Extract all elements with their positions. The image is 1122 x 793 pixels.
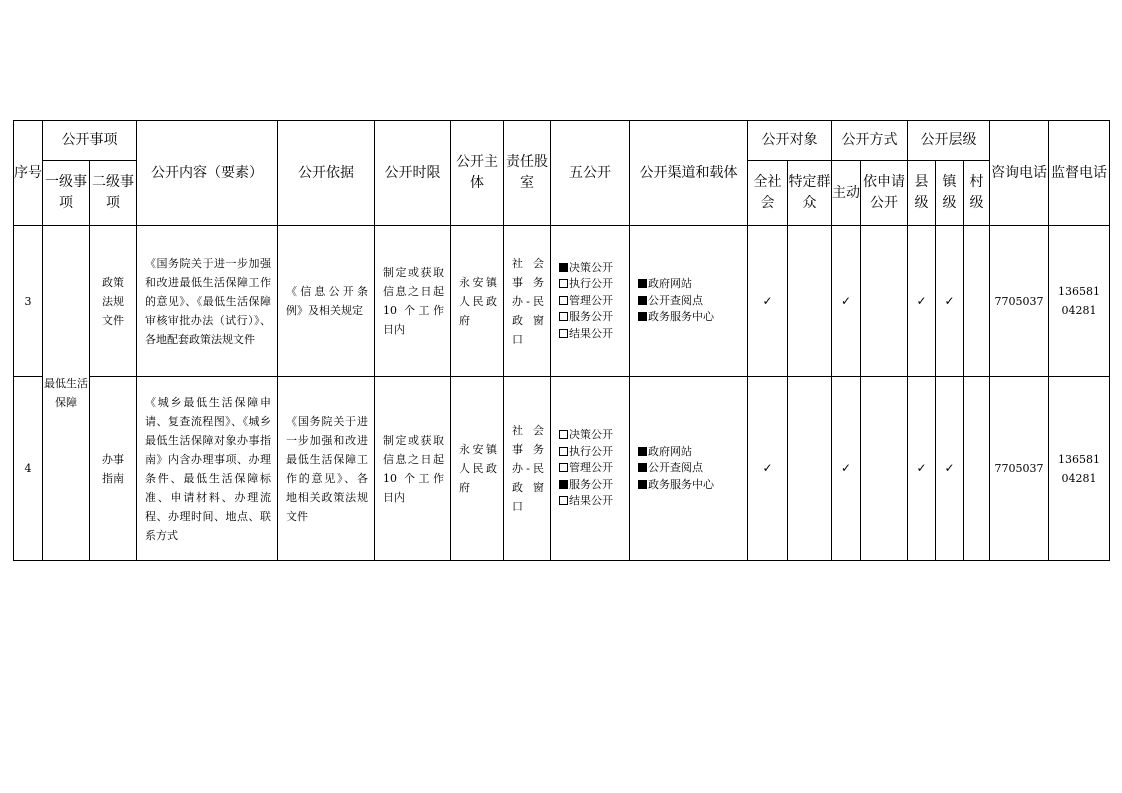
supervise-phone-cell: 13658104281 <box>1049 226 1110 377</box>
filled-square-icon <box>638 312 647 321</box>
method-request-cell <box>861 377 908 561</box>
level-town-cell: ✓ <box>936 377 964 561</box>
five-public-option: 决策公开 <box>559 427 629 444</box>
header-consult-phone: 咨询电话 <box>990 121 1049 226</box>
level-county-cell: ✓ <box>908 226 936 377</box>
five-public-option: 决策公开 <box>559 260 629 277</box>
checkbox-icon <box>559 480 568 489</box>
content-cell: 《国务院关于进一步加强和改进最低生活保障工作的意见》、《最低生活保障审核审批办法（试行）》、各地配套政策法规文件 <box>137 226 278 377</box>
header-supervise-phone: 监督电话 <box>1049 121 1110 226</box>
level-village-cell <box>964 226 990 377</box>
header-channel: 公开渠道和载体 <box>630 121 748 226</box>
checkbox-icon <box>559 312 568 321</box>
level2-cell: 政策法规文件 <box>90 226 137 377</box>
five-public-option: 管理公开 <box>559 293 629 310</box>
header-five-public: 五公开 <box>551 121 630 226</box>
dept-cell: 社会事务办-民政窗口 <box>504 377 551 561</box>
header-basis: 公开依据 <box>278 121 375 226</box>
table-row <box>14 226 1110 377</box>
channel-item: 政府网站 <box>638 276 747 293</box>
header-subject: 公开主体 <box>451 121 504 226</box>
five-public-option: 管理公开 <box>559 460 629 477</box>
subject-cell: 永安镇人民政府 <box>451 226 504 377</box>
header-audience-specific: 特定群众 <box>788 161 832 226</box>
filled-square-icon <box>638 480 647 489</box>
subject-cell: 永安镇人民政府 <box>451 377 504 561</box>
header-method: 公开方式 <box>832 121 908 161</box>
header-method-active: 主动 <box>832 161 861 226</box>
dept-cell: 社会事务办-民政窗口 <box>504 226 551 377</box>
header-public-item: 公开事项 <box>43 121 137 161</box>
level-county-cell: ✓ <box>908 377 936 561</box>
basis-cell: 《国务院关于进一步加强和改进最低生活保障工作的意见》、各地相关政策法规文件 <box>278 377 375 561</box>
content-cell: 《城乡最低生活保障申请、复查流程图》、《城乡最低生活保障对象办事指南》内含办理事项、办理条件、最低生活保障标准、申请材料、办理流程、办理时间、地点、联系方式 <box>137 377 278 561</box>
seq-cell: 4 <box>14 377 43 561</box>
checkbox-icon <box>559 447 568 456</box>
level-village-cell <box>964 377 990 561</box>
header-content: 公开内容（要素） <box>137 121 278 226</box>
header-seq: 序号 <box>14 121 43 226</box>
method-active-cell: ✓ <box>832 226 861 377</box>
header-level2: 二级事项 <box>90 161 137 226</box>
seq-cell: 3 <box>14 226 43 377</box>
five-public-option: 执行公开 <box>559 444 629 461</box>
basis-cell: 《信息公开条例》及相关规定 <box>278 226 375 377</box>
checkbox-icon <box>559 496 568 505</box>
five-public-option: 结果公开 <box>559 326 629 343</box>
audience-all-cell: ✓ <box>748 377 788 561</box>
five-public-option: 服务公开 <box>559 477 629 494</box>
channel-cell <box>630 377 748 561</box>
checkbox-icon <box>559 430 568 439</box>
checkbox-icon <box>559 463 568 472</box>
header-dept: 责任股室 <box>504 121 551 226</box>
channel-item: 政府网站 <box>638 444 747 461</box>
supervise-phone-cell: 13658104281 <box>1049 377 1110 561</box>
header-level: 公开层级 <box>908 121 990 161</box>
checkbox-icon <box>559 296 568 305</box>
channel-item: 公开查阅点 <box>638 293 747 310</box>
checkbox-icon <box>559 279 568 288</box>
time-limit-cell: 制定或获取信息之日起 10 个工作日内 <box>375 377 451 561</box>
audience-all-cell: ✓ <box>748 226 788 377</box>
channel-item: 公开查阅点 <box>638 460 747 477</box>
channel-item: 政务服务中心 <box>638 309 747 326</box>
consult-phone-cell: 7705037 <box>990 377 1049 561</box>
checkbox-icon <box>559 263 568 272</box>
header-audience-all: 全社会 <box>748 161 788 226</box>
disclosure-table <box>13 120 1110 561</box>
header-method-request: 依申请公开 <box>861 161 908 226</box>
header-level-village: 村级 <box>964 161 990 226</box>
five-public-option: 结果公开 <box>559 493 629 510</box>
header-time-limit: 公开时限 <box>375 121 451 226</box>
channel-cell <box>630 226 748 377</box>
checkbox-icon <box>559 329 568 338</box>
filled-square-icon <box>638 279 647 288</box>
level2-cell: 办事指南 <box>90 377 137 561</box>
header-row-1 <box>14 121 1110 161</box>
header-level-town: 镇级 <box>936 161 964 226</box>
method-request-cell <box>861 226 908 377</box>
time-limit-cell: 制定或获取信息之日起 10 个工作日内 <box>375 226 451 377</box>
five-public-cell <box>551 226 630 377</box>
channel-item: 政务服务中心 <box>638 477 747 494</box>
filled-square-icon <box>638 463 647 472</box>
filled-square-icon <box>638 296 647 305</box>
header-level-county: 县级 <box>908 161 936 226</box>
method-active-cell: ✓ <box>832 377 861 561</box>
level-town-cell: ✓ <box>936 226 964 377</box>
table-row <box>14 377 1110 561</box>
five-public-option: 服务公开 <box>559 309 629 326</box>
five-public-cell <box>551 377 630 561</box>
header-audience: 公开对象 <box>748 121 832 161</box>
header-level1: 一级事项 <box>43 161 90 226</box>
audience-specific-cell <box>788 377 832 561</box>
consult-phone-cell: 7705037 <box>990 226 1049 377</box>
filled-square-icon <box>638 447 647 456</box>
audience-specific-cell <box>788 226 832 377</box>
five-public-option: 执行公开 <box>559 276 629 293</box>
level1-cell: 最低生活保障 <box>43 226 90 561</box>
